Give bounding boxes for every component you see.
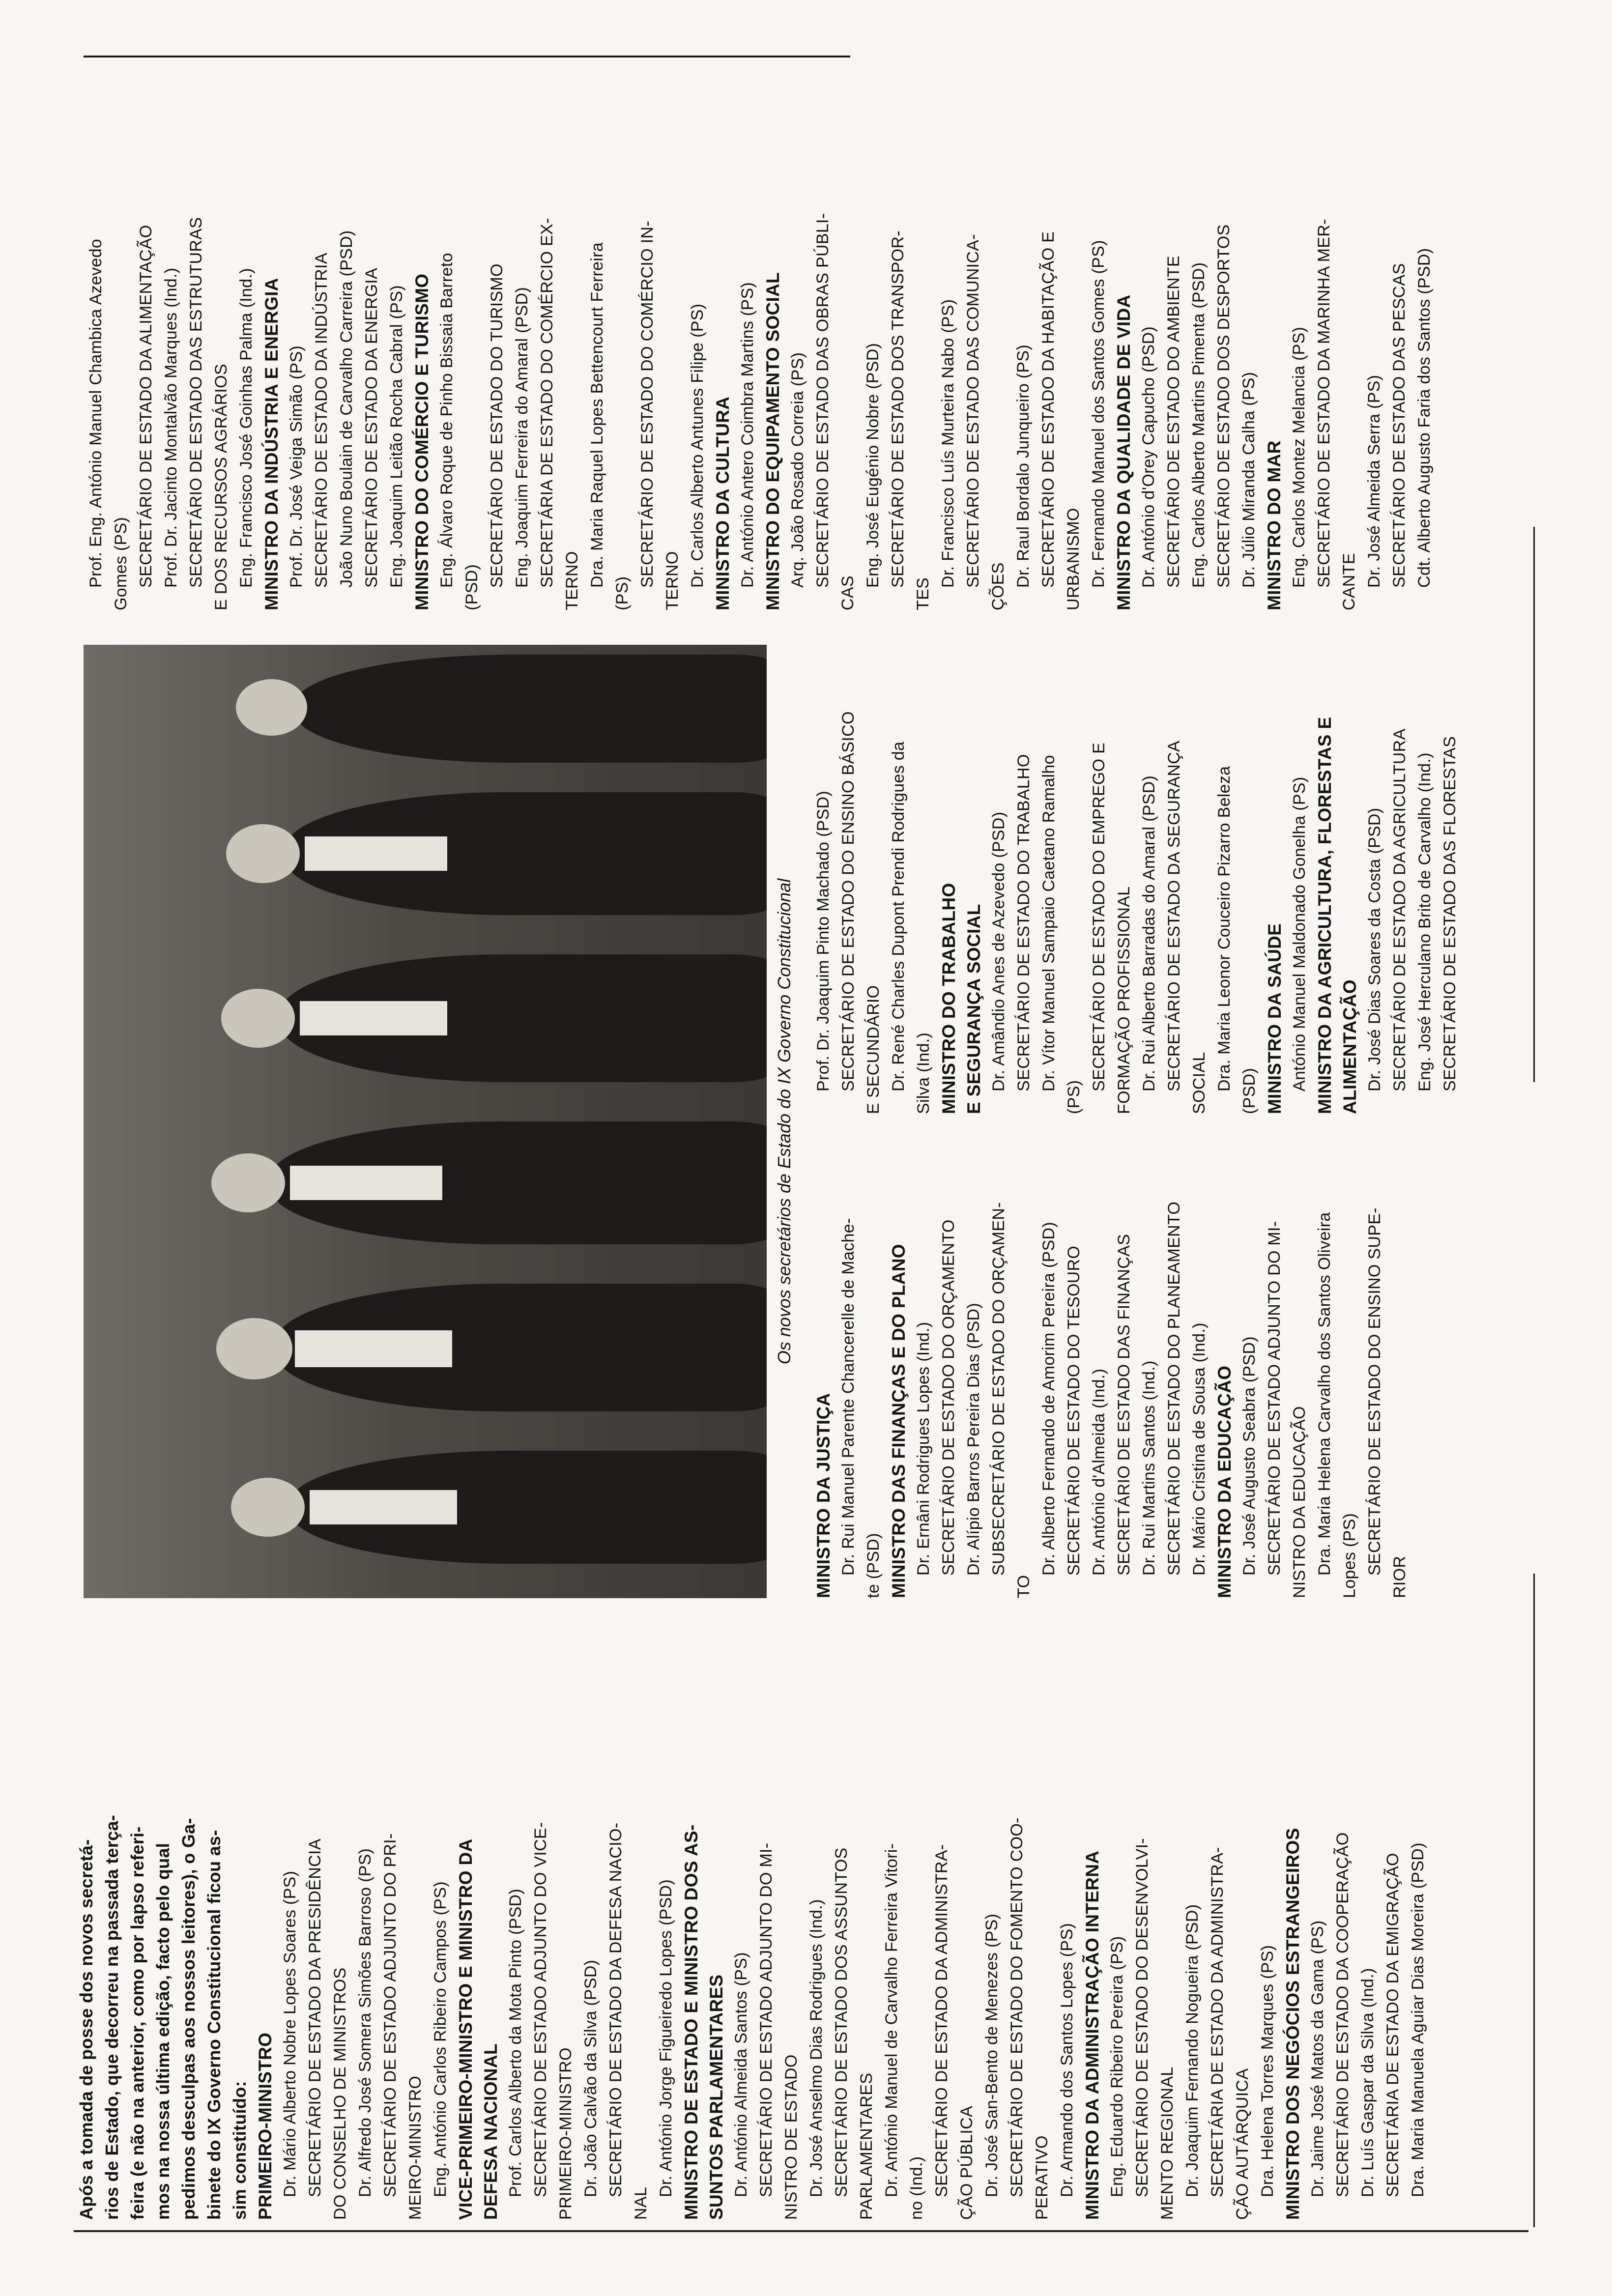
text-line: Dr. Raul Bordalo Junqueiro (PS)	[1014, 344, 1033, 588]
text-line: SECRETÁRIA DE ESTADO DA EMIGRAÇÃO	[1383, 1853, 1402, 2197]
text-line: SECRETÁRIO DE ESTADO DA ENERGIA	[362, 267, 381, 588]
ministry-heading: MINISTRO DO TRABALHO	[939, 883, 959, 1114]
intro-text-line: sim constituído:	[230, 2081, 250, 2220]
text-line: Arq. João Rosado Correia (PS)	[788, 352, 807, 588]
text-line: Eng. Joaquim Ferreira do Amaral (PSD)	[513, 287, 531, 588]
text-line: SECRETÁRIO DE ESTADO DO TRABALHO	[1014, 754, 1033, 1091]
text-line: Dr. Carlos Alberto Antunes Filipe (PS)	[688, 303, 707, 588]
ministry-heading: MINISTRO DO EQUIPAMENTO SOCIAL	[763, 272, 783, 610]
text-line: Eng. António Carlos Ribeiro Campos (PS)	[431, 1881, 450, 2197]
text-line: SECRETÁRIO DE ESTADO DA ADMINISTRA-	[932, 1844, 951, 2197]
text-line: SOCIAL	[1190, 1052, 1209, 1114]
text-line: Dr. Amândio Anes de Azevedo (PSD)	[989, 811, 1008, 1091]
text-line: Dr. José Almeida Serra (PS)	[1365, 374, 1383, 588]
text-line: Eng. Carlos Montez Melancia (PS)	[1290, 326, 1308, 588]
text-line: SECRETÁRIA DE ESTADO DA ADMINISTRA-	[1208, 1847, 1227, 2197]
text-line: SECRETÁRIO DE ESTADO DAS ESTRUTURAS	[187, 217, 205, 588]
text-line: SECRETÁRIO DE ESTADO DOS TRANSPOR-	[889, 230, 907, 588]
text-line: E SECUNDÁRIO	[864, 985, 883, 1114]
text-line: SECRETÁRIO DE ESTADO DO COMÉRCIO IN-	[638, 221, 657, 588]
text-line: SECRETÁRIO DE ESTADO ADJUNTO DO MI-	[1265, 1221, 1284, 1576]
text-line: MEIRO-MINISTRO	[406, 2075, 425, 2220]
text-line: Lopes (PS)	[1340, 1513, 1359, 1598]
text-line: SECRETÁRIO DE ESTADO DO ENSINO BÁSICO	[839, 711, 858, 1091]
text-line: TES	[914, 577, 932, 610]
text-line: Dr. Rui Manuel Parente Chancerelle de Mache-	[839, 1218, 858, 1576]
intro-text-line: Após a tomada de posse dos novos secretá-	[76, 1839, 96, 2220]
text-line: Dra. Maria Helena Carvalho dos Santos Oliveira	[1315, 1212, 1334, 1576]
text-line: Dr. Armando dos Santos Lopes (PS)	[1058, 1923, 1076, 2197]
text-line: Dr. Alfredo José Somera Simões Barroso (PS)	[356, 1848, 374, 2197]
text-line: Dr. António Almeida Santos (PS)	[732, 1952, 750, 2197]
text-line: Dr. Rui Martins Santos (Ind.)	[1140, 1360, 1158, 1576]
text-line: Dr. Alberto Fernando de Amorim Pereira (PSD)	[1039, 1222, 1058, 1576]
text-line: SECRETÁRIO DE ESTADO DO ENSINO SUPE-	[1365, 1207, 1384, 1576]
text-line: SECRETÁRIO DE ESTADO DA INDÚSTRIA	[312, 253, 331, 588]
intro-text-line: pedimos desculpas aos nossos leitores), o Ga-	[178, 1818, 199, 2220]
column-justice-finance-education	[811, 1126, 1412, 1598]
text-line: Dr. Vítor Manuel Sampaio Caetano Ramalho	[1039, 755, 1058, 1091]
text-line: SECRETÁRIO DE ESTADO DA PRESIDÊNCIA	[306, 1838, 324, 2197]
text-line: PRIMEIRO-MINISTRO	[556, 2047, 575, 2220]
ministry-heading: MINISTRO DA QUALIDADE DE VIDA	[1114, 294, 1134, 610]
text-line: NAL	[632, 2186, 650, 2220]
text-line: CAS	[838, 575, 857, 610]
text-line: Dr. René Charles Dupont Prendi Rodrigues da	[889, 741, 908, 1091]
text-line: PERATIVO	[1033, 2135, 1051, 2220]
text-line: te (PSD)	[864, 1533, 883, 1598]
text-line: Eng. Álvaro Roque de Pinho Bissaia Barreto	[437, 253, 456, 588]
text-line: Dr. António d'Orey Capucho (PSD)	[1139, 326, 1158, 588]
text-line: E DOS RECURSOS AGRÁRIOS	[212, 364, 230, 610]
text-line: SECRETÁRIO DE ESTADO DAS FLORESTAS	[1440, 736, 1459, 1091]
press-photo	[84, 645, 767, 1598]
text-line: Dr. Mário Alberto Nobre Lopes Soares (PS)	[281, 1870, 299, 2197]
text-line: SECRETÁRIO DE ESTADO DA SEGURANÇA	[1165, 741, 1183, 1091]
text-line: Dr. Luís Gaspar da Silva (Ind.)	[1358, 1968, 1377, 2197]
intro-text-line: mos na nossa última edição, facto pelo qual	[153, 1842, 173, 2220]
text-line: António Manuel Maldonado Gonelha (PS)	[1290, 776, 1309, 1091]
intro-text-line: feira (e não na anterior, como por lapso referi-	[127, 1826, 147, 2220]
ministry-heading: SUNTOS PARLAMENTARES	[706, 1974, 726, 2220]
text-line: Prof. Dr. Joaquim Pinto Machado (PSD)	[814, 790, 833, 1091]
text-line: Dr. Mário Cristina de Sousa (Ind.)	[1190, 1322, 1209, 1576]
text-line: SECRETÁRIA DE ESTADO DO COMÉRCIO EX-	[538, 218, 556, 588]
text-line: SECRETÁRIO DE ESTADO DA COOPERAÇÃO	[1333, 1832, 1352, 2197]
text-line: Dr. Fernando Manuel dos Santos Gomes (PS)	[1089, 240, 1108, 588]
column-intro	[74, 1625, 1431, 2220]
intro-text-line: rios de Estado, que decorreu na passada terça-	[102, 1814, 122, 2220]
ministry-heading: MINISTRO DAS FINANÇAS E DO PLANO	[889, 1244, 909, 1598]
text-line: FORMAÇÃO PROFISSIONAL	[1115, 886, 1133, 1114]
text-line: SECRETÁRIO DE ESTADO DO TURISMO	[488, 263, 506, 588]
text-line: ÇÃO AUTÁRQUICA	[1233, 2068, 1252, 2220]
text-line: Dra. Maria Manuela Aguiar Dias Moreira (PSD)	[1409, 1842, 1427, 2197]
text-line: DO CONSELHO DE MINISTROS	[331, 1967, 349, 2220]
text-line: (PS)	[1065, 1080, 1083, 1114]
text-line: Eng. José Eugénio Nobre (PSD)	[864, 343, 882, 588]
text-line: Eng. José Herculano Brito de Carvalho (Ind.)	[1415, 752, 1434, 1091]
text-line: Dr. Francisco Luís Murteira Nabo (PS)	[939, 299, 957, 588]
ministry-heading: MINISTRO DA AGRICULTURA, FLORESTAS E	[1315, 717, 1335, 1114]
ministry-heading: MINISTRO DA SAÚDE	[1265, 923, 1285, 1114]
text-line: SECRETÁRIO DE ESTADO DOS ASSUNTOS	[832, 1847, 851, 2197]
text-line: (PS)	[613, 576, 632, 610]
text-line: SECRETÁRIO DE ESTADO DAS FINANÇAS	[1115, 1234, 1133, 1576]
text-line: SECRETÁRIO DE ESTADO ADJUNTO DO MI-	[757, 1842, 776, 2197]
text-line: SECRETÁRIO DE ESTADO DO FOMENTO COO-	[1008, 1817, 1026, 2197]
text-line: SECRETÁRIO DE ESTADO DOS DESPORTOS	[1214, 224, 1233, 588]
ministry-heading: VICE-PRIMEIRO-MINISTRO E MINISTRO DA	[456, 1838, 476, 2220]
text-line: PARLAMENTARES	[857, 2072, 876, 2220]
column-labour-health-agriculture	[811, 642, 1463, 1114]
text-line: NISTRO DE ESTADO	[782, 2054, 801, 2220]
ministry-heading: MINISTRO DA CULTURA	[713, 396, 733, 610]
ministry-heading: MINISTRO DA EDUCAÇÃO	[1214, 1365, 1235, 1598]
text-line: Eng. Eduardo Ribeiro Pereira (PS)	[1108, 1936, 1126, 2197]
ministry-heading: MINISTRO DA INDÚSTRIA E ENERGIA	[261, 278, 282, 610]
text-line: SECRETÁRIO DE ESTADO DO DESENVOLVI-	[1133, 1838, 1151, 2197]
text-line: Dra. Maria Leonor Couceiro Pizarro Beleza	[1215, 766, 1234, 1091]
text-line: SECRETÁRIO DE ESTADO DAS OBRAS PÚBLI-	[813, 213, 832, 588]
text-line: TERNO	[663, 551, 682, 610]
ministry-heading: PRIMEIRO-MINISTRO	[255, 2032, 275, 2220]
text-line: SECRETÁRIO DE ESTADO DA AGRICULTURA	[1390, 728, 1409, 1091]
ministry-heading: MINISTRO DA ADMINISTRAÇÃO INTERNA	[1082, 1850, 1102, 2220]
text-line: Dr. José San-Bento de Menezes (PS)	[982, 1913, 1001, 2197]
text-line: SECRETÁRIO DE ESTADO DO TESOURO	[1065, 1245, 1083, 1576]
text-line: Dr. José Anselmo Dias Rodrigues (Ind.)	[807, 1899, 826, 2197]
text-line: Silva (Ind.)	[914, 1032, 933, 1114]
text-line: Dr. António d'Almeida (Ind.)	[1090, 1368, 1108, 1576]
text-line: Dr. José Augusto Seabra (PSD)	[1240, 1336, 1259, 1576]
text-line: SECRETÁRIO DE ESTADO DO EMPREGO E	[1090, 742, 1108, 1091]
text-line: Dr. Joaquim Fernando Nogueira (PSD)	[1183, 1904, 1202, 2197]
text-line: Dra. Helena Torres Marques (PS)	[1258, 1945, 1277, 2197]
ministry-heading: DEFESA NACIONAL	[481, 2043, 501, 2220]
bottom-rule-middle	[1533, 527, 1535, 1082]
ministry-heading: ALIMENTAÇÃO	[1340, 979, 1360, 1114]
text-line: Dr. João Calvão da Silva (PSD)	[581, 1959, 600, 2197]
text-line: CANTE	[1340, 553, 1358, 610]
text-line: TO	[1014, 1575, 1033, 1598]
text-line: João Nuno Boulain de Carvalho Carreira (PSD)	[337, 230, 356, 588]
text-line: Dr. Ernâni Rodrigues Lopes (Ind.)	[914, 1321, 933, 1576]
column-rule-left	[74, 2230, 1528, 2232]
bottom-rule	[1533, 1574, 1535, 2227]
text-line: ÇÕES	[989, 562, 1008, 610]
ministry-heading: MINISTRO DO COMÉRCIO E TURISMO	[412, 273, 432, 610]
text-line: MENTO REGIONAL	[1158, 2066, 1177, 2220]
text-line: Dr. Jaime José Matos da Gama (PS)	[1308, 1920, 1327, 2197]
text-line: SECRETÁRIO DE ESTADO ADJUNTO DO VICE-	[531, 1822, 550, 2197]
text-line: ÇÃO PÚBLICA	[957, 2106, 976, 2220]
text-line: Dr. José Dias Soares da Costa (PSD)	[1365, 807, 1384, 1091]
column-rule-right	[84, 56, 850, 57]
ministry-heading: MINISTRO DE ESTADO E MINISTRO DOS AS-	[681, 1824, 701, 2220]
ministry-heading: MINISTRO DA JUSTIÇA	[813, 1393, 834, 1598]
text-line: SECRETÁRIO DE ESTADO DO AMBIENTE	[1164, 256, 1183, 588]
text-line: SECRETÁRIO DE ESTADO DA MARINHA MER-	[1315, 219, 1333, 588]
ministry-heading: MINISTRO DO MAR	[1264, 440, 1284, 610]
text-line: (PSD)	[462, 564, 481, 610]
text-line: SECRETÁRIO DE ESTADO DA ALIMENTAÇÃO	[137, 225, 155, 588]
photo-caption: Os novos secretários de Estado do IX Governo Constitucional	[774, 878, 794, 1365]
text-line: Prof. Dr. José Veiga Simão (PS)	[287, 345, 306, 588]
text-line: Prof. Dr. Jacinto Montalvão Marques (Ind.)	[162, 267, 180, 588]
text-line: SUBSECRETÁRIO DE ESTADO DO ORÇAMEN-	[989, 1202, 1008, 1576]
text-line: Dr. António Jorge Figueiredo Lopes (PSD)	[657, 1879, 675, 2197]
text-line: SECRETÁRIO DE ESTADO DAS COMUNICA-	[964, 234, 982, 588]
ministry-heading: MINISTRO DOS NEGÓCIOS ESTRANGEIROS	[1283, 1828, 1303, 2220]
text-line: Dr. Rui Alberto Barradas do Amaral (PSD)	[1140, 775, 1158, 1091]
text-line: Cdt. Alberto Augusto Faria dos Santos (PSD)	[1415, 248, 1434, 588]
text-line: Eng. Joaquim Leitão Rocha Cabral (PS)	[387, 285, 406, 588]
text-line: Eng. Francisco José Goinhas Palma (Ind.)	[237, 268, 256, 588]
text-line: SECRETÁRIO DE ESTADO DA HABITAÇÃO E	[1039, 231, 1058, 588]
text-line: RIOR	[1390, 1555, 1409, 1598]
text-line: NISTRO DA EDUCAÇÃO	[1290, 1406, 1309, 1598]
text-line: Prof. Eng. António Manuel Chambica Azevedo	[86, 238, 105, 588]
text-line: URBANISMO	[1064, 508, 1083, 610]
column-industry-commerce-sea	[84, 70, 1437, 610]
text-line: Dr. António Manuel de Carvalho Ferreira Vitori-	[882, 1843, 901, 2197]
intro-text-line: binete do IX Governo Constitucional ficou as-	[204, 1830, 224, 2220]
text-line: SECRETÁRIO DE ESTADO DA DEFESA NACIO-	[606, 1822, 625, 2197]
text-line: SECRETÁRIO DE ESTADO DO PLANEAMENTO	[1165, 1201, 1183, 1576]
text-line: Dr. Júlio Miranda Calha (PS)	[1239, 372, 1258, 588]
text-line: (PSD)	[1240, 1067, 1259, 1114]
text-line: Gomes (PS)	[112, 517, 130, 610]
text-line: TERNO	[563, 551, 581, 610]
text-line: Dra. Maria Raquel Lopes Bettencourt Ferreira	[588, 242, 606, 588]
text-line: no (Ind.)	[907, 2156, 926, 2220]
text-line: SECRETÁRIO DE ESTADO DO ORÇAMENTO	[939, 1219, 958, 1576]
text-line: Prof. Carlos Alberto da Mota Pinto (PSD)	[506, 1888, 525, 2197]
text-line: SECRETÁRIO DE ESTADO ADJUNTO DO PRI-	[381, 1833, 400, 2197]
text-line: Dr. António Antero Coimbra Martins (PS)	[738, 282, 757, 588]
text-line: Dr. Alípio Barros Pereira Dias (PSD)	[964, 1303, 983, 1576]
ministry-heading: E SEGURANÇA SOCIAL	[964, 904, 984, 1114]
text-line: Eng. Carlos Alberto Martins Pimenta (PSD)	[1189, 262, 1208, 588]
text-line: SECRETÁRIO DE ESTADO DAS PESCAS	[1390, 263, 1409, 588]
